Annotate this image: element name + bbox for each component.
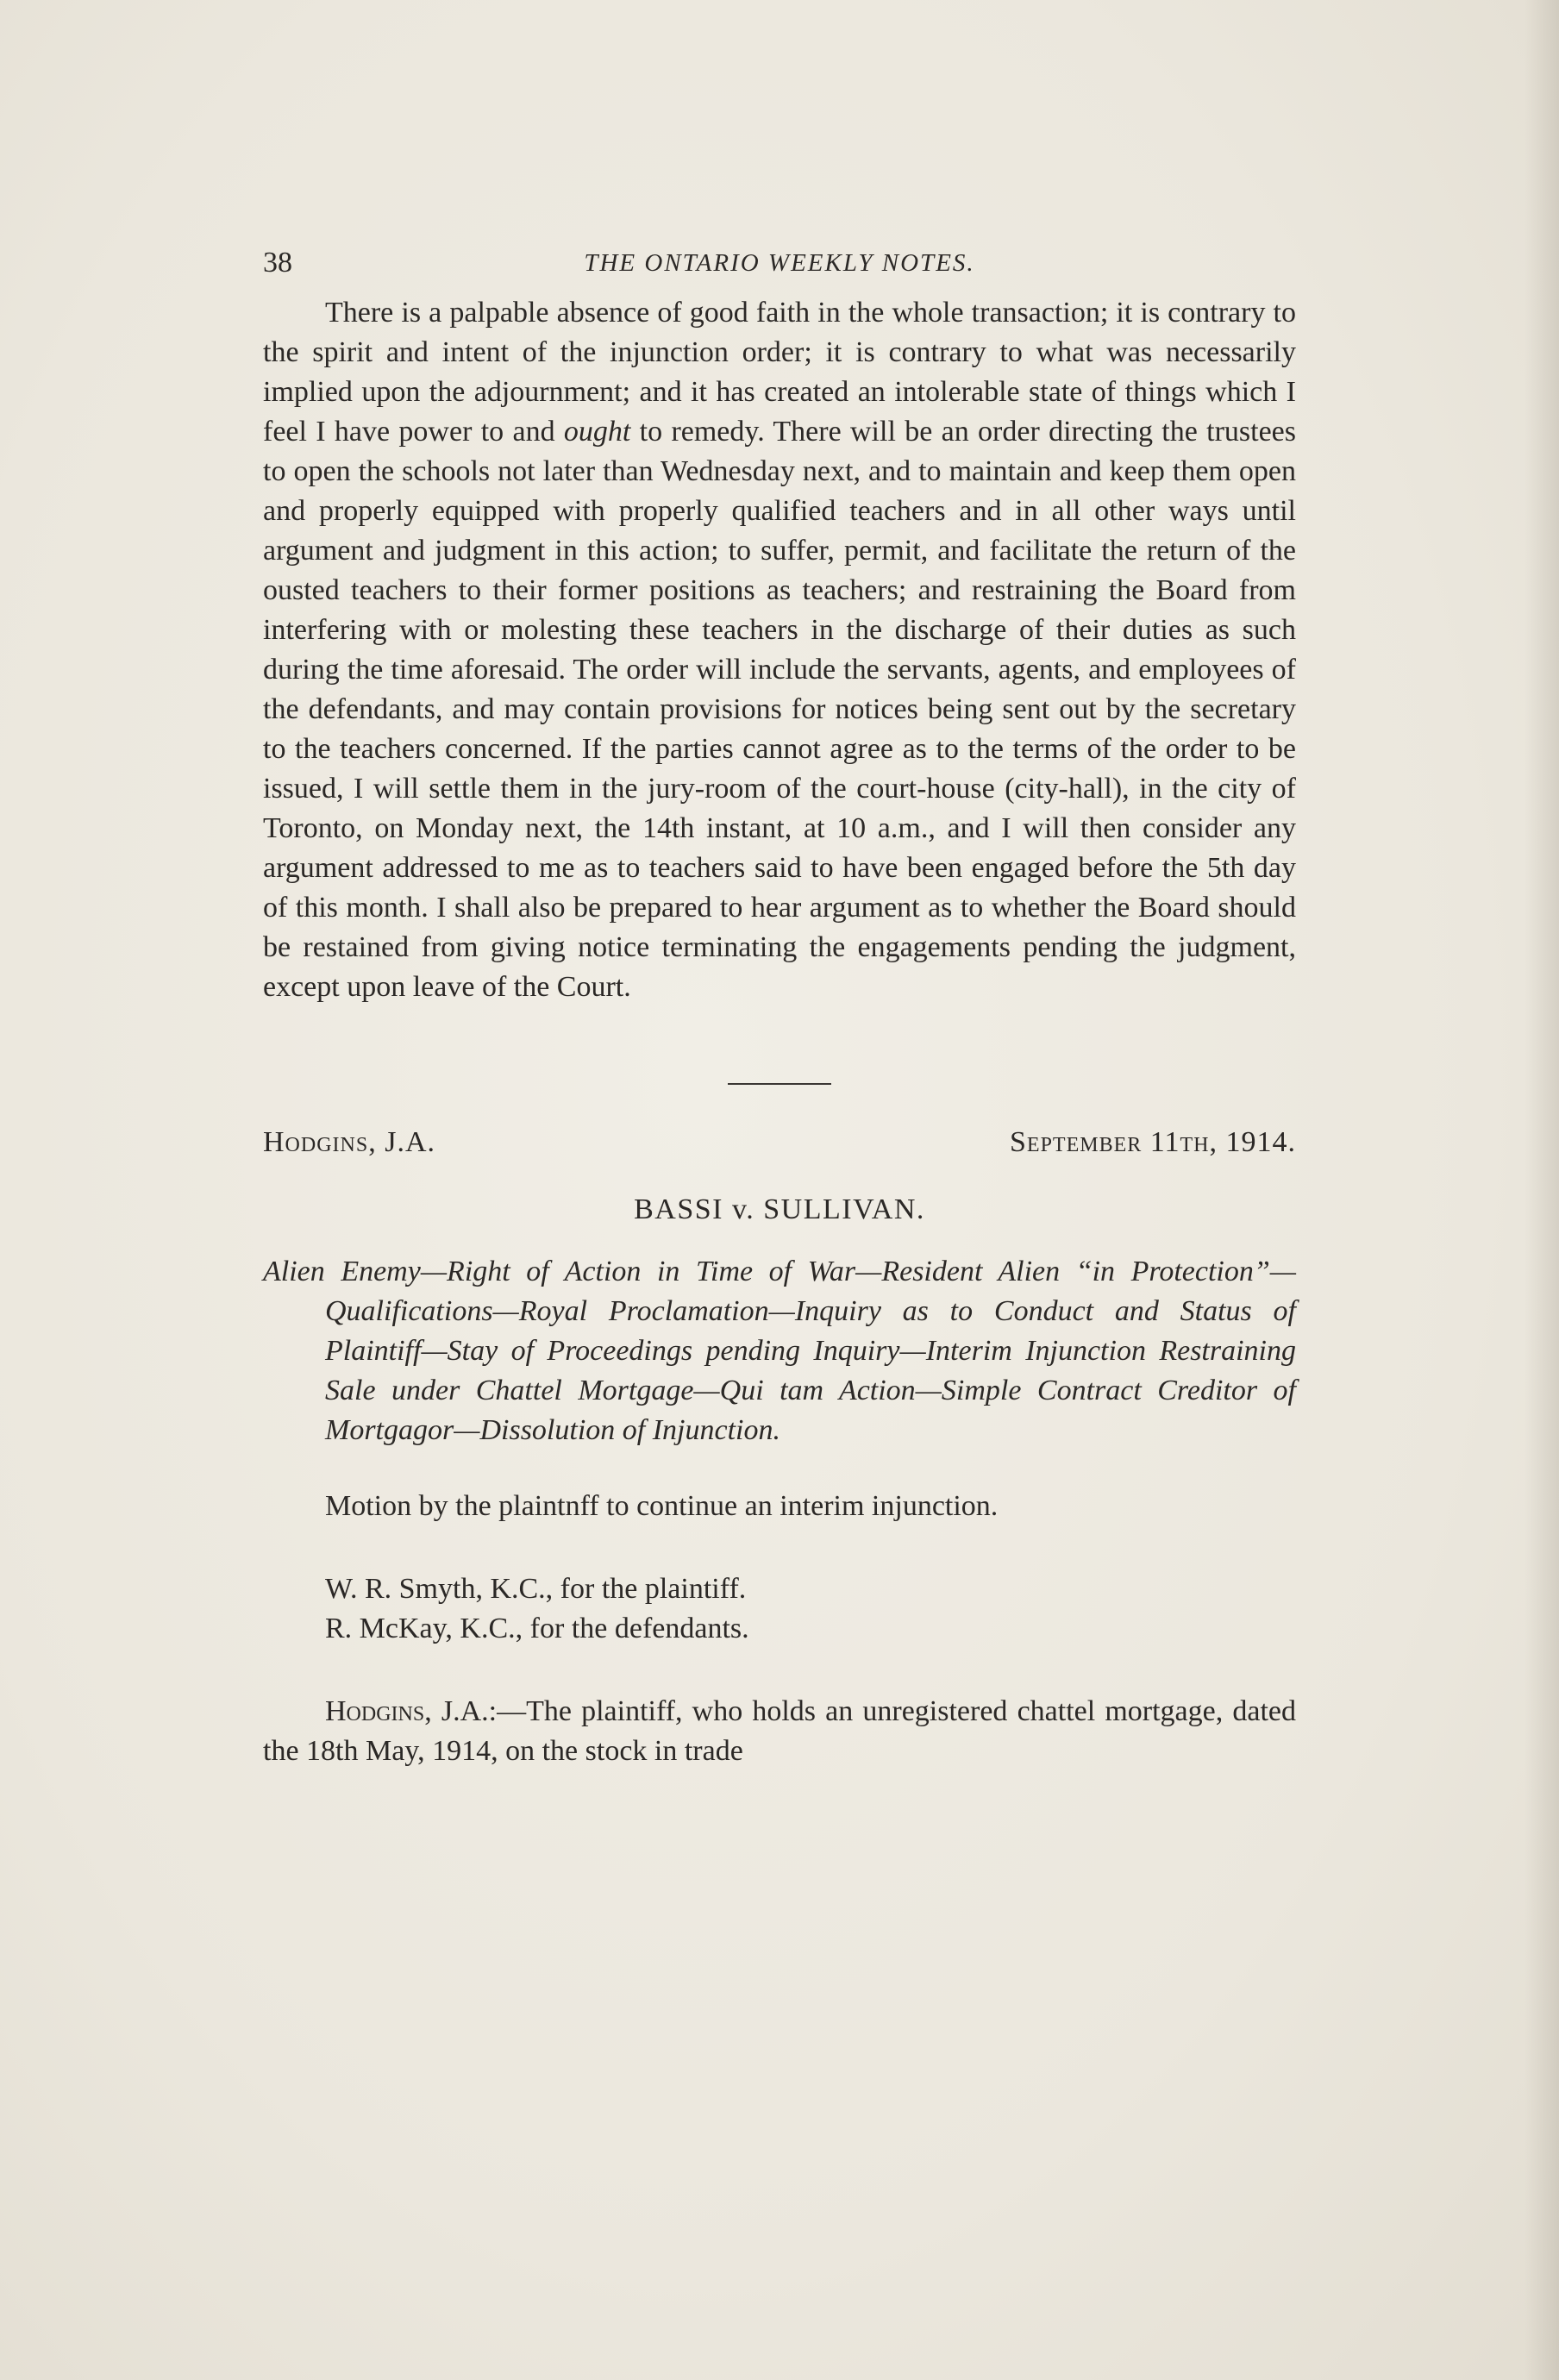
judgment-paragraph <box>263 1692 1296 1771</box>
page-spine-shadow <box>1525 0 1559 2380</box>
case-motion: Motion by the plaintnff to continue an interim injunction. <box>325 1490 999 1522</box>
text-column <box>263 233 1296 1771</box>
opening-paragraph-part2: to remedy. There will be an order directing the trustees to open the schools not later than Wednesday next, and to maintain and keep them open and properly equipped with properly qualified teachers and in all other ways until argument and judgment in this action; to suffer, permit, and facilitate the return of the ousted teachers to their former positions as teachers; and restraining the Board from interfering with or molesting these teachers in the discharge of their duties as such during the time aforesaid. The order will include the servants, agents, and employees of the defendants, and may contain provisions for notices being sent out by the secretary to the teachers concerned. If the parties cannot agree as to the terms of the order to be issued, I will settle them in the jury-room of the court-house (city-hall), in the city of Toronto, on Monday next, the 14th instant, at 10 a.m., and I will then consider any argument addressed to me as to teachers said to have been engaged before the 5th day of this month. I shall also be prepared to hear argument as to whether the Board should be restained from giving notice terminating the engagements pending the judgment, except upon leave of the Court. <box>263 416 1296 1003</box>
case-date: September 11th, 1914. <box>1010 1126 1296 1158</box>
judgment-text: :—The plaintiff, who holds an unregistered chattel mortgage, dated the 18th May, 1914, on the stock in trade <box>263 1695 1296 1767</box>
opening-paragraph-part1: There is a palpable absence of good faith in the whole transaction; it is contrary to the spirit and intent of the injunction order; it is contrary to what was necessarily implied upon the adjournment; and it has created an intolerable state of things which I feel I have power to and <box>263 297 1296 448</box>
counsel-defendants: R. McKay, K.C., for the defendants. <box>325 1613 749 1644</box>
case-judge-date-line <box>263 1123 1296 1166</box>
counsel-list <box>263 1569 1296 1649</box>
case-headnote: Alien Enemy—Right of Action in Time of War—Resident Alien “in Protection”—Qualifications—Royal Proclamation—Inquiry as to Conduct and Status of Plaintiff—Stay of Proceedings pending Inquiry—Interim Injunction Restraining Sale under Chattel Mortgage—Qui tam Action—Simple Contract Creditor of Mortgagor—Dissolution of Injunction. <box>263 1256 1296 1446</box>
emphasis-ought: ought <box>563 416 631 448</box>
section-divider <box>728 1083 831 1085</box>
page-number: 38 <box>263 247 292 279</box>
counsel-plaintiff: W. R. Smyth, K.C., for the plaintiff. <box>325 1573 747 1605</box>
opening-paragraph <box>263 293 1296 1007</box>
page-header <box>263 233 1296 293</box>
judgment-judge: Hodgins, J.A. <box>325 1695 489 1727</box>
running-head: THE ONTARIO WEEKLY NOTES. <box>584 249 975 277</box>
case-title: BASSI v. SULLIVAN. <box>634 1193 925 1225</box>
case-judge: Hodgins, J.A. <box>263 1126 436 1158</box>
